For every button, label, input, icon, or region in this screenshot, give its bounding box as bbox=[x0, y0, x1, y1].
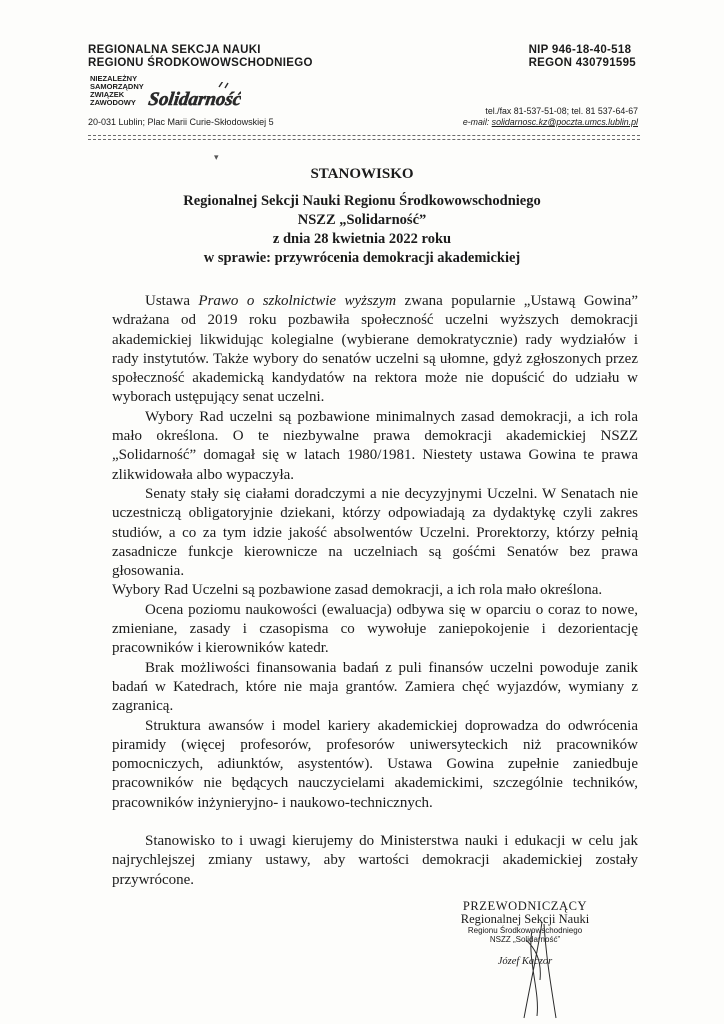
header-divider bbox=[88, 135, 640, 140]
stray-mark: ▾ bbox=[214, 152, 219, 162]
stamp-title: PRZEWODNICZĄCY bbox=[462, 899, 588, 913]
contact-block bbox=[463, 106, 638, 128]
signatory-name: Józef Kaczor bbox=[497, 956, 553, 967]
subtitle-block bbox=[0, 192, 724, 268]
law-title: Prawo o szkolnictwie wyższym bbox=[198, 293, 397, 309]
union-line-2: SAMORZĄDNY bbox=[90, 82, 144, 91]
org-line-2: REGIONU ŚRODKOWOWSCHODNIEGO bbox=[88, 57, 313, 69]
email-address[interactable]: solidarnosc.kz@poczta.umcs.lublin.pl bbox=[491, 117, 638, 127]
phone-numbers: tel./fax 81-537-51-08; tel. 81 537-64-67 bbox=[485, 106, 638, 116]
handwritten-signature bbox=[480, 920, 590, 1020]
paragraph-1: Ustawa Prawo o szkolnictwie wyższym zwana popularnie „Ustawą Gowina” wdrażana od 2019 roku pozbawiła społeczność uczelni wyższych demokracji akademickiej likwidując kolegialne (wybierane demokratycznie) rady wydziałów i rady instytutów. Także wybory do senatów uczelni są ułomne, gdyż zgłoszonych przez społeczność akademicką kandydatów na rektora może nie dopuścić do udziału w wyborach ustępujący senat uczelni. bbox=[112, 293, 638, 406]
paragraph-8: Stanowisko to i uwagi kierujemy do Ministerstwa nauki i edukacji w celu jak najrychlejszej zmiany ustawy, aby wartości demokracji akademickiej zostały przywrócone. bbox=[112, 833, 638, 888]
tax-ids bbox=[529, 44, 636, 70]
paragraph-3: Senaty stały się ciałami doradczymi a nie decyzyjnymi Uczelni. W Senatach nie uczestniczą obligatoryjnie dziekani, którzy odpowiadają za dydaktykę czyli zakres studiów, a co za tym idzie jakość absolwentów Uczelni. Prorektorzy, którzy pełnią zasadnicze funkcje kierownicze na uczelniach są gośćmi Senatów bez prawa głosowania. bbox=[112, 485, 638, 580]
stamp-line-4: NSZZ „Solidarność” bbox=[489, 935, 561, 944]
solidarnosc-logo bbox=[145, 82, 241, 117]
email-line bbox=[463, 117, 638, 128]
address: 20-031 Lublin; Plac Marii Curie-Skłodowskiej 5 bbox=[88, 117, 274, 127]
union-line-1: NIEZALEŻNY bbox=[90, 74, 138, 83]
subtitle-line-4: w sprawie: przywrócenia demokracji akademickiej bbox=[203, 250, 521, 266]
subtitle-line-3: z dnia 28 kwietnia 2022 roku bbox=[272, 231, 452, 247]
solidarnosc-logo-icon bbox=[145, 82, 241, 112]
document-body bbox=[112, 292, 638, 890]
nip-number: NIP 946-18-40-518 bbox=[528, 44, 632, 56]
paragraph-6: Brak możliwości finansowania badań z puli finansów uczelni powoduje zanik badań w Katedrach, które nie maja grantów. Zamiera chęć wyjazdów, wymiany z zagranicą. bbox=[112, 659, 638, 715]
subtitle-line-2: NSZZ „Solidarność” bbox=[297, 212, 427, 228]
document-title: STANOWISKO bbox=[310, 166, 414, 182]
union-line-3: ZWIĄZEK bbox=[90, 90, 125, 99]
logo-lettering: Solidarność bbox=[147, 89, 241, 110]
stamp-line-2: Regionalnej Sekcji Nauki bbox=[460, 912, 590, 926]
paragraph-4: Wybory Rad Uczelni są pozbawione zasad demokracji, a ich rola mało określona. bbox=[112, 582, 603, 599]
regon-number: REGON 430791595 bbox=[528, 57, 636, 69]
subtitle-line-1: Regionalnej Sekcji Nauki Regionu Środkowowschodniego bbox=[183, 193, 541, 209]
org-line-1: REGIONALNA SEKCJA NAUKI bbox=[88, 44, 261, 56]
email-label: e-mail: bbox=[462, 117, 492, 127]
stamp-line-3: Regionu Środkowowschodniego bbox=[467, 926, 583, 935]
union-line-4: ZAWODOWY bbox=[90, 98, 136, 107]
letterhead-org-name bbox=[88, 44, 313, 70]
union-name-block bbox=[90, 75, 144, 107]
paragraph-7: Struktura awansów i model kariery akademickiej doprowadza do odwrócenia piramidy (więcej profesorów, profesorów uniwersyteckich niż pracowników pomocniczych, adiunktów, asystentów). Ustawa Gowina zupełnie zaniedbuje pracowników nie będących nauczycielami akademickimi, szczególnie techników, pracowników inżynieryjno- i naukowo-technicznych. bbox=[112, 717, 638, 811]
paragraph-5: Ocena poziomu naukowości (ewaluacja) odbywa się w oparciu o coraz to nowe, zmieniane, zasady i czasopisma co wywołuje zaniepokojenie i dezorientację pracowników i kierowników katedr. bbox=[112, 601, 638, 657]
paragraph-2: Wybory Rad uczelni są pozbawione minimalnych zasad demokracji, a ich rola mało określona. O te niezbywalne prawa demokracji akademickiej NSZZ „Solidarność” domagał się w latach 1980/1981. Niestety ustawa Gowina te prawa zlikwidowała albo wypaczyła. bbox=[112, 408, 638, 483]
